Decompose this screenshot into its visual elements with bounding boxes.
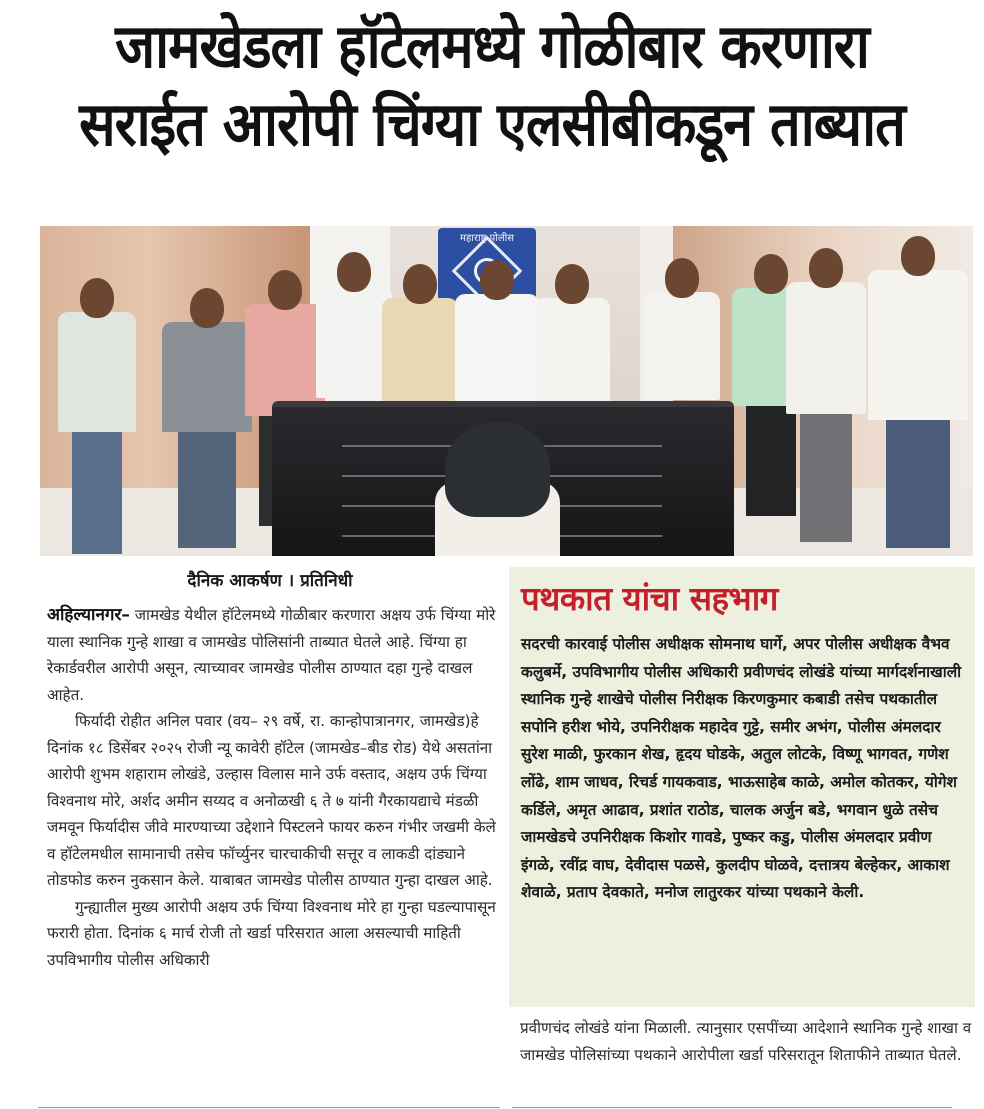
- person-figure: [786, 282, 866, 414]
- person-figure: [382, 298, 458, 402]
- box-title: पथकात यांचा सहभाग: [521, 579, 778, 618]
- person-figure: [316, 286, 392, 398]
- person-figure: [58, 312, 136, 432]
- person-figure: [455, 294, 539, 404]
- bottom-rule-right: [512, 1107, 952, 1108]
- emblem-caption: महाराष्ट्र पोलीस: [460, 233, 514, 244]
- team-participation-box: [509, 567, 975, 1007]
- byline: दैनिक आकर्षण । प्रतिनिधी: [187, 571, 353, 591]
- person-figure: [868, 270, 968, 420]
- person-figure: [162, 322, 252, 432]
- paragraph-continued: प्रवीणचंद लोखंडे यांना मिळाली. त्यानुसार एसपींच्या आदेशाने स्थानिक गुन्हे शाखा व जामखेड पोलिसांच्या पथकाने आरोपीला खर्डा परिसरातून शिताफीने ताब्यात घेतले.: [520, 1019, 972, 1064]
- paragraph-1-text: जामखेड येथील हॉटेलमध्ये गोळीबार करणारा अक्षय उर्फ चिंग्या मोरे याला स्थानिक गुन्हे शाखा व जामखेड पोलिसांनी ताब्यात घेतले आहे. चिंग्या हा रेकार्डवरील आरोपी असून, त्याच्यावर जामखेड पोलीस ठाण्यात दहा गुन्हे दाखल आहेत.: [47, 606, 496, 704]
- headline-line-1: जामखेडला हॉटेलमध्ये गोळीबार करणारा: [115, 11, 869, 82]
- article-body-left: [47, 602, 497, 973]
- paragraph-3: गुन्ह्यातील मुख्य आरोपी अक्षय उर्फ चिंग्या विश्वनाथ मोरे हा गुन्हा घडल्यापासून फरारी होता. दिनांक ६ मार्च रोजी तो खर्डा परिसरात आला असल्याची माहिती उपविभागीय पोलीस अधिकारी: [47, 897, 496, 969]
- headline: [0, 10, 984, 162]
- headline-line-2: सराईत आरोपी चिंग्या एलसीबीकडून ताब्यात: [79, 89, 905, 160]
- dateline: अहिल्यानगर–: [47, 605, 130, 625]
- bottom-rule-left: [38, 1107, 500, 1108]
- paragraph-1: [47, 602, 497, 708]
- person-figure: [644, 292, 720, 400]
- paragraph-2: फिर्यादी रोहीत अनिल पवार (वय– २९ वर्षे, रा. कान्होपात्रानगर, जामखेड)हे दिनांक १८ डिसेंबर २०२५ रोजी न्यू कावेरी हॉटेल (जामखेड–बीड रोड) येथे असतांना आरोपी शुभम शहाराम लोखंडे, उल्हास विलास माने उर्फ वस्ताद, अक्षय उर्फ चिंग्या विश्वनाथ मोरे, अर्शद अमीन सय्यद व अनोळखी ६ ते ७ यांनी गैरकायद्याचे मंडळी जमवून फिर्यादीस जीवे मारण्याच्या उद्देशाने पिस्टलने फायर करुन गंभीर जखमी केले व हॉटेलमधील सामानाची तसेच फॉर्च्युनर चारचाकीची सत्तूर व लाकडी दांड्याने तोडफोड करुन नुकसान केले. याबाबत जामखेड पोलीस ठाण्यात गुन्हा दाखल आहे.: [47, 712, 496, 889]
- news-photo: [40, 226, 973, 556]
- accused-covered-face: [435, 422, 560, 556]
- person-figure: [534, 298, 610, 402]
- box-body: सदरची कारवाई पोलीस अधीक्षक सोमनाथ घार्गे, अपर पोलीस अधीक्षक वैभव कलुबर्मे, उपविभागीय पोलीस अधिकारी प्रवीणचंद लोखंडे यांच्या मार्गदर्शनाखाली स्थानिक गुन्हे शाखेचे पोलीस निरीक्षक किरणकुमार कबाडी तसेच पथकातील सपोनि हरीश भोये, उपनिरीक्षक महादेव गुट्टे, समीर अभंग, पोलीस अंमलदार सुरेश माळी, फुरकान शेख, हृदय घोडके, अतुल लोटके, विष्णू भागवत, गणेश लोंढे, शाम जाधव, रिचर्ड गायकवाड, भाऊसाहेब काळे, अमोल कोतकर, योगेश कर्डिले, अमृत आढाव, प्रशांत राठोड, चालक अर्जुन बडे, भगवान धुळे तसेच जामखेडचे उपनिरीक्षक किशोर गावडे, पुष्कर कडु, पोलीस अंमलदार प्रवीण इंगळे, रवींद्र वाघ, देवीदास पळसे, कुलदीप घोळवे, दत्तात्रय बेल्हेकर, आकाश शेवाळे, प्रताप देवकाते, मनोज लातुरकर यांच्या पथकाने केली.: [521, 635, 962, 902]
- person-figure: [245, 304, 325, 416]
- article-body-right: [520, 1015, 978, 1068]
